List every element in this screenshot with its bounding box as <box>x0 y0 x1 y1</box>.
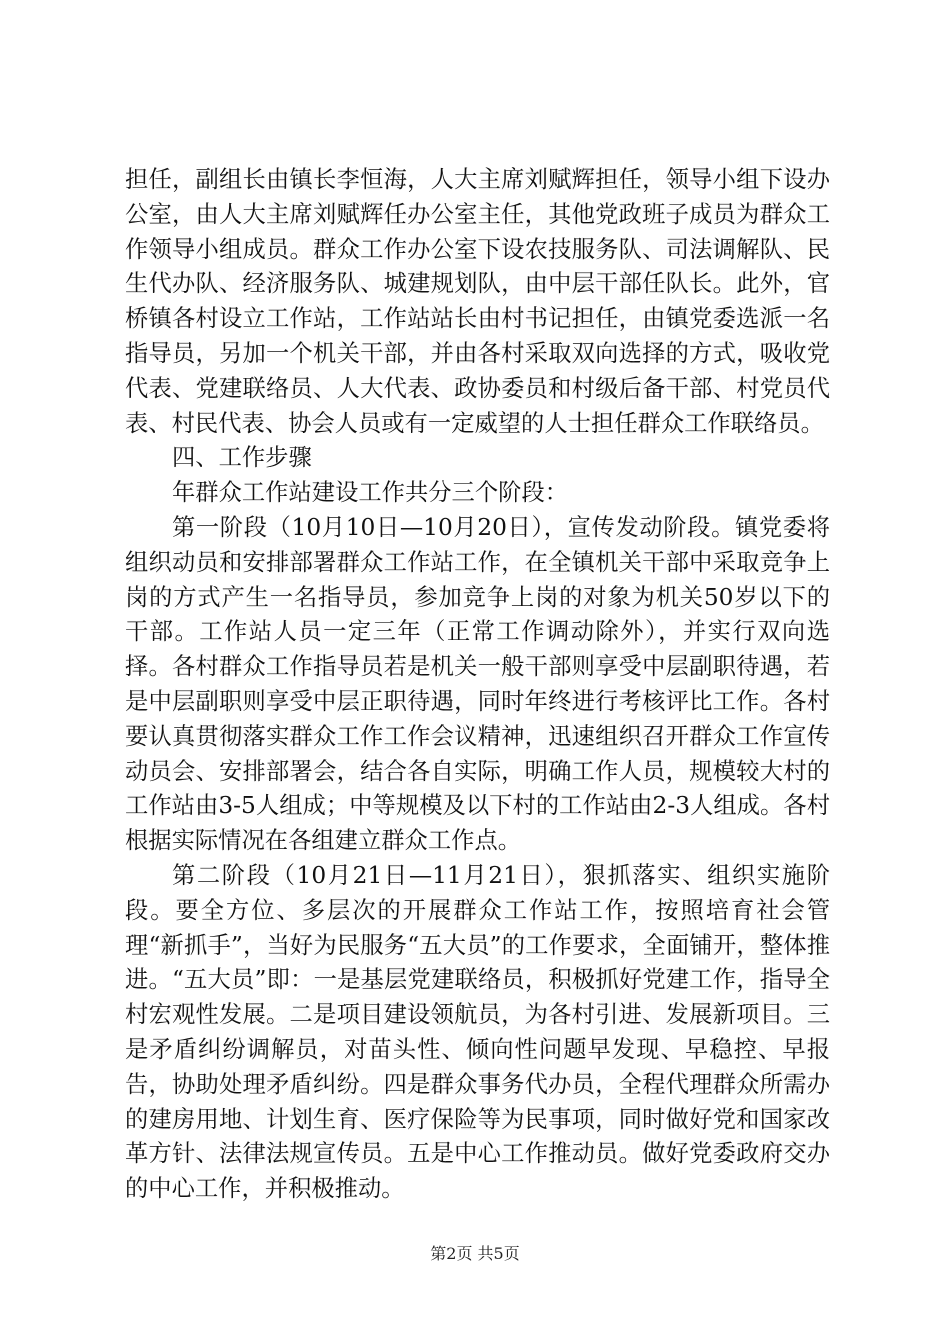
paragraph-stage-one: 第一阶段（10月10日—10月20日），宣传发动阶段。镇党委将组织动员和安排部署群众工作站工作，在全镇机关干部中采取竞争上岗的方式产生一名指导员，参加竞争上岗的对象为机关50岁以下的干部。工作站人员一定三年（正常工作调动除外），并实行双向选择。各村群众工作指导员若是机关一般干部则享受中层副职待遇，若是中层副职则享受中层正职待遇，同时年终进行考核评比工作。各村要认真贯彻落实群众工作工作会议精神，迅速组织召开群众工作宣传动员会、安排部署会，结合各自实际，明确工作人员，规模较大村的工作站由3-5人组成；中等规模及以下村的工作站由2-3人组成。各村根据实际情况在各组建立群众工作点。 <box>125 513 830 855</box>
paragraph-three-stages-intro: 年群众工作站建设工作共分三个阶段： <box>172 479 569 507</box>
paragraph-stage-two: 第二阶段（10月21日—11月21日），狠抓落实、组织实施阶段。要全方位、多层次的开展群众工作站工作，按照培育社会管理“新抓手”，当好为民服务“五大员”的工作要求，全面铺开，整体推进。“五大员”即：一是基层党建联络员，积极抓好党建工作，指导全村宏观性发展。二是项目建设领航员，为各村引进、发展新项目。三是矛盾纠纷调解员，对苗头性、倾向性问题早发现、早稳控、早报告，协助处理矛盾纠纷。四是群众事务代办员，全程代理群众所需办的建房用地、计划生育、医疗保险等为民事项，同时做好党和国家改革方针、法律法规宣传员。五是中心工作推动员。做好党委政府交办的中心工作，并积极推动。 <box>125 861 830 1203</box>
section-heading-work-steps: 四、工作步骤 <box>172 444 312 472</box>
page-number-footer: 第2页 共5页 <box>430 1244 520 1263</box>
paragraph-leadership-group: 担任，副组长由镇长李恒海，人大主席刘赋辉担任，领导小组下设办公室，由人大主席刘赋辉任办公室主任，其他党政班子成员为群众工作领导小组成员。群众工作办公室下设农技服务队、司法调解队、民生代办队、经济服务队、城建规划队，由中层干部任队长。此外，官桥镇各村设立工作站，工作站站长由村书记担任，由镇党委选派一名指导员，另加一个机关干部，并由各村采取双向选择的方式，吸收党代表、党建联络员、人大代表、政协委员和村级后备干部、村党员代表、村民代表、协会人员或有一定威望的人士担任群众工作联络员。 <box>125 166 830 437</box>
document-body <box>125 163 830 1207</box>
